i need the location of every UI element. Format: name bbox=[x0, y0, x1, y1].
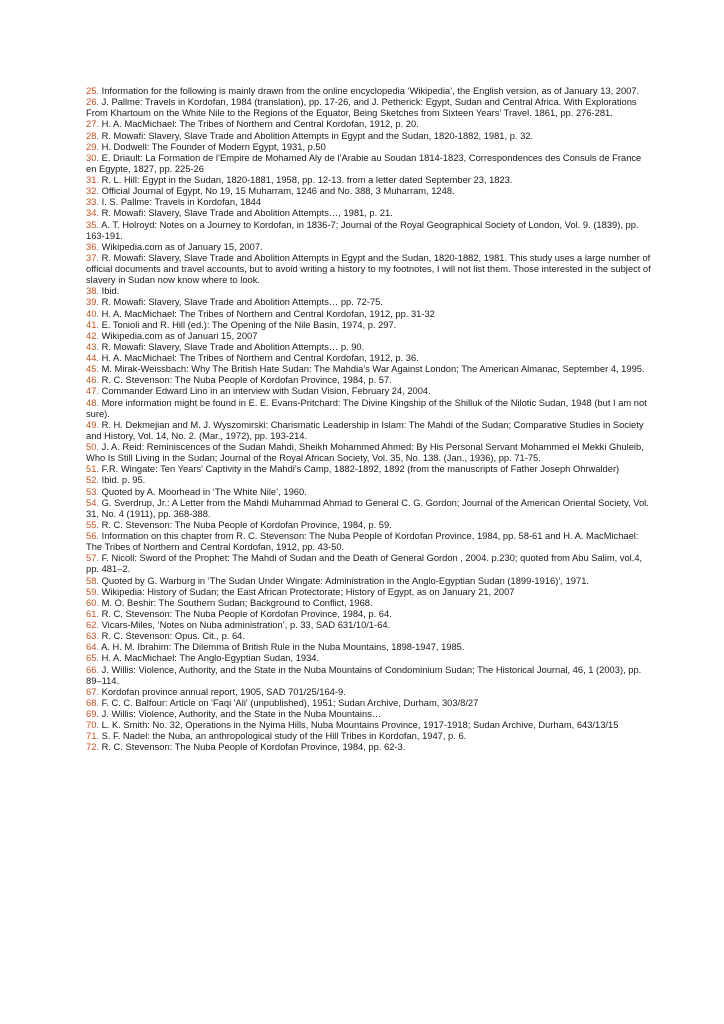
footnote-text: Kordofan province annual report, 1905, SAD 701/25/164-9. bbox=[101, 686, 346, 697]
footnote-number: 70. bbox=[86, 720, 99, 731]
footnote-number: 64. bbox=[86, 642, 99, 653]
footnote-number: 40. bbox=[86, 308, 99, 319]
footnote-item bbox=[86, 709, 652, 720]
footnote-item bbox=[86, 642, 652, 653]
footnote-number: 48. bbox=[86, 397, 99, 408]
footnote-number: 25. bbox=[86, 86, 99, 96]
footnote-item bbox=[86, 598, 652, 609]
footnote-text: G. Sverdrup, Jr.: A Letter from the Mahdi Muhammad Ahmad to General C. G. Gordon; Journal of the American Oriental Society, Vol. 31, No. 4 (1911), pp. 368-388. bbox=[86, 497, 649, 519]
footnote-text: R. Mowafi: Slavery, Slave Trade and Abolition Attempts…, 1981, p. 21. bbox=[101, 208, 393, 219]
footnote-item bbox=[86, 320, 652, 331]
footnote-text: A. T. Holroyd: Notes on a Journey to Kordofan, in 1836-7; Journal of the Royal Geographical Society of London, Vol. 9. (1839), pp. 163-191. bbox=[86, 219, 639, 241]
footnote-number: 57. bbox=[86, 553, 99, 564]
footnote-number: 38. bbox=[86, 286, 99, 297]
footnote-item bbox=[86, 698, 652, 709]
footnote-text: R. C. Stevenson: The Nuba People of Kordofan Province, 1984, p. 57. bbox=[101, 375, 392, 386]
footnote-number: 53. bbox=[86, 486, 99, 497]
footnote-number: 33. bbox=[86, 197, 99, 208]
footnote-text: R. L. Hill: Egypt in the Sudan, 1820-1881, 1958, pp. 12-13. from a letter dated September 23, 1823. bbox=[101, 175, 513, 185]
footnote-number: 47. bbox=[86, 386, 99, 397]
footnote-number: 36. bbox=[86, 241, 99, 252]
footnote-text: J. A. Reid: Reminiscences of the Sudan Mahdi, Sheikh Mohammed Ahmed: By His Personal Servant Mohammed el Mekki Ghuleib, Who Is Still Living in the Sudan; Journal of the Royal African Society, Vol. 35, No. 138. (Jan., 1936), pp. 71-75. bbox=[86, 442, 644, 464]
footnote-number: 46. bbox=[86, 375, 99, 386]
footnote-item bbox=[86, 220, 652, 242]
footnote-number: 71. bbox=[86, 731, 99, 742]
footnote-text: R. Mowafi: Slavery, Slave Trade and Abolition Attempts… p. 90. bbox=[101, 341, 365, 352]
footnote-item bbox=[86, 442, 652, 464]
footnote-item bbox=[86, 498, 652, 520]
footnote-number: 72. bbox=[86, 742, 99, 753]
footnote-number: 39. bbox=[86, 297, 99, 308]
footnote-item bbox=[86, 97, 652, 119]
footnote-number: 26. bbox=[86, 97, 99, 108]
footnote-item bbox=[86, 665, 652, 687]
footnote-item bbox=[86, 208, 652, 219]
footnote-item bbox=[86, 520, 652, 531]
footnote-item bbox=[86, 297, 652, 308]
footnote-text: R. Mowafi: Slavery, Slave Trade and Abolition Attempts… pp. 72-75. bbox=[101, 297, 383, 308]
footnote-text: H. A. MacMichael: The Anglo-Egyptian Sudan, 1934. bbox=[101, 653, 320, 664]
footnote-text: H. A. MacMichael: The Tribes of Northern and Central Kordofan, 1912, p. 20. bbox=[101, 119, 419, 130]
footnote-item bbox=[86, 731, 652, 742]
footnote-number: 52. bbox=[86, 475, 99, 486]
footnote-text: F. C. C. Balfour: Article on 'Faqi 'Ali' (unpublished), 1951; Sudan Archive, Durham, 303/8/27 bbox=[101, 697, 479, 708]
footnote-text: More information might be found in E. E. Evans-Pritchard: The Divine Kingship of the Shilluk of the Nilotic Sudan, 1948 (but I am not sure). bbox=[86, 397, 647, 419]
footnote-item bbox=[86, 653, 652, 664]
footnote-item bbox=[86, 609, 652, 620]
footnote-number: 68. bbox=[86, 697, 99, 708]
footnote-item bbox=[86, 242, 652, 253]
footnote-item bbox=[86, 587, 652, 598]
footnote-number: 30. bbox=[86, 152, 99, 163]
footnote-item bbox=[86, 342, 652, 353]
footnote-text: Quoted by G. Warburg in ‘The Sudan Under Wingate: Administration in the Anglo-Egyptian Sudan (1899-1916)’, 1971. bbox=[101, 575, 589, 586]
footnote-text: J. Pallme: Travels in Kordofan, 1984 (translation), pp. 17-26, and J. Petherick: Egypt, Sudan and Central Africa. With Explorations From Khartoum on the White Nile to the Regions of the Equator, Being Sketches from Sixteen Years’ Travel. 1861, pp. 276-281. bbox=[86, 97, 637, 119]
footnote-text: E. Tonioli and R. Hill (ed.): The Opening of the Nile Basin, 1974, p. 297. bbox=[101, 319, 397, 330]
footnote-item bbox=[86, 386, 652, 397]
footnote-text: F.R. Wingate: Ten Years' Captivity in the Mahdi's Camp, 1882-1892, 1892 (from the manuscripts of Father Joseph Ohrwalder) bbox=[101, 464, 620, 475]
footnote-text: Vicars-Miles, ‘Notes on Nuba administration’, p. 33, SAD 631/10/1-64. bbox=[101, 620, 391, 630]
footnote-item bbox=[86, 742, 652, 753]
footnote-number: 34. bbox=[86, 208, 99, 219]
footnote-number: 55. bbox=[86, 519, 99, 530]
footnote-text: R. C. Stevenson: The Nuba People of Kordofan Province, 1984, p. 59. bbox=[101, 519, 392, 530]
footnote-text: R. C. Stevenson: Opus. Cit., p. 64. bbox=[101, 631, 245, 642]
footnote-text: J. Willis: Violence, Authority, and the State in the Nuba Mountains… bbox=[101, 709, 382, 719]
footnote-number: 50. bbox=[86, 442, 99, 452]
footnote-item bbox=[86, 631, 652, 642]
footnote-number: 37. bbox=[86, 252, 99, 263]
footnote-number: 61. bbox=[86, 608, 99, 619]
footnote-item bbox=[86, 531, 652, 553]
footnote-text: R. C. Stevenson: The Nuba People of Kordofan Province, 1984, p. 64. bbox=[101, 608, 392, 619]
footnote-text: Ibid. p. 95. bbox=[101, 475, 146, 486]
footnote-text: Wikipedia: History of Sudan; the East African Protectorate; History of Egypt, as on January 21, 2007 bbox=[101, 586, 515, 597]
footnote-number: 41. bbox=[86, 319, 99, 330]
footnote-item bbox=[86, 464, 652, 475]
footnote-item bbox=[86, 186, 652, 197]
footnote-item bbox=[86, 197, 652, 208]
footnote-number: 43. bbox=[86, 341, 99, 352]
footnote-number: 62. bbox=[86, 620, 99, 630]
footnote-item bbox=[86, 687, 652, 698]
footnote-item bbox=[86, 331, 652, 342]
footnote-text: F. Nicoll: Sword of the Prophet: The Mahdi of Sudan and the Death of General Gordon , 2004. p.230; quoted from Abu Salim, vol.4, pp. 481–2. bbox=[86, 553, 643, 575]
footnote-item bbox=[86, 475, 652, 486]
footnote-number: 27. bbox=[86, 119, 99, 130]
footnote-item bbox=[86, 175, 652, 186]
footnote-list bbox=[86, 86, 652, 754]
footnote-text: M. Mirak-Weissbach: Why The British Hate Sudan: The Mahdia's War Against London; The American Almanac, September 4, 1995. bbox=[101, 364, 645, 375]
footnote-text: Wikipedia.com as of January 15, 2007. bbox=[101, 241, 263, 252]
footnote-text: H. A. MacMichael: The Tribes of Northern and Central Kordofan, 1912, pp. 31-32 bbox=[101, 308, 435, 319]
footnote-item bbox=[86, 119, 652, 130]
footnote-item bbox=[86, 398, 652, 420]
footnote-text: Commander Edward Lino in an interview with Sudan Vision, February 24, 2004. bbox=[101, 386, 431, 397]
footnote-number: 45. bbox=[86, 364, 99, 375]
footnote-item bbox=[86, 142, 652, 153]
footnote-text: J. Willis: Violence, Authority, and the State in the Nuba Mountains of Condominium Sudan; The Historical Journal, 46, 1 (2003), pp. 89–114. bbox=[86, 664, 642, 686]
footnote-number: 49. bbox=[86, 419, 99, 430]
footnote-item bbox=[86, 253, 652, 286]
footnote-number: 67. bbox=[86, 686, 99, 697]
footnote-number: 42. bbox=[86, 330, 99, 341]
footnote-number: 60. bbox=[86, 597, 99, 608]
footnote-text: R. H. Dekmejian and M. J. Wyszomirski: Charismatic Leadership in Islam: The Mahdi of the Sudan; Comparative Studies in Society and History, Vol. 14, No. 2. (Mar., 1972), pp. 193-214. bbox=[86, 419, 644, 441]
footnote-item bbox=[86, 420, 652, 442]
footnote-text: H. Dodwell: The Founder of Modern Egypt, 1931, p.50 bbox=[101, 141, 326, 152]
footnote-number: 28. bbox=[86, 130, 99, 141]
footnote-number: 65. bbox=[86, 653, 99, 664]
footnote-number: 54. bbox=[86, 497, 99, 508]
footnote-text: R. Mowafi: Slavery, Slave Trade and Abolition Attempts in Egypt and the Sudan, 1820-1882, 1981. This study uses a large number of official documents and travel accounts, but to avoid writing a history to my footnotes, I will not list them. Those interested in the subject of slavery in Sudan now know where to look. bbox=[86, 252, 651, 286]
footnote-number: 31. bbox=[86, 175, 99, 185]
footnote-item bbox=[86, 364, 652, 375]
footnote-number: 44. bbox=[86, 353, 99, 363]
footnote-number: 35. bbox=[86, 219, 99, 230]
footnote-item bbox=[86, 309, 652, 320]
footnote-item bbox=[86, 720, 652, 731]
footnote-number: 29. bbox=[86, 141, 99, 152]
footnote-text: R. C. Stevenson: The Nuba People of Kordofan Province, 1984, pp. 62-3. bbox=[101, 742, 406, 753]
footnote-item bbox=[86, 286, 652, 297]
footnote-item bbox=[86, 153, 652, 175]
footnote-text: Official Journal of Egypt, No 19, 15 Muharram, 1246 and No. 388, 3 Muharram, 1248. bbox=[101, 186, 455, 197]
footnote-number: 32. bbox=[86, 186, 99, 197]
footnote-text: H. A. MacMichael: The Tribes of Northern and Central Kordofan, 1912, p. 36. bbox=[101, 353, 419, 363]
footnote-item bbox=[86, 620, 652, 631]
footnote-text: Information on this chapter from R. C. Stevenson: The Nuba People of Kordofan Province, 1984, pp. 58-61 and H. A. MacMichael: The Tribes of Northern and Central Kordofan, 1912, pp. 43-50. bbox=[86, 531, 639, 553]
footnote-number: 69. bbox=[86, 709, 99, 719]
footnote-item bbox=[86, 86, 652, 97]
footnote-number: 63. bbox=[86, 631, 99, 642]
footnote-item bbox=[86, 131, 652, 142]
footnote-number: 51. bbox=[86, 464, 99, 475]
footnote-item bbox=[86, 553, 652, 575]
footnote-item bbox=[86, 487, 652, 498]
footnote-item bbox=[86, 375, 652, 386]
footnote-number: 56. bbox=[86, 531, 99, 541]
footnote-text: E. Driault: La Formation de l’Empire de Mohamed Aly de l’Arabie au Soudan 1814-1823, Correspondences des Consuls de France en Egypte, 1827, pp. 225-26 bbox=[86, 152, 642, 174]
footnote-number: 58. bbox=[86, 575, 99, 586]
footnote-text: Ibid. bbox=[101, 286, 120, 297]
footnote-text: Quoted by A. Moorhead in ‘The White Nile’, 1960. bbox=[101, 486, 307, 497]
footnote-text: Wikipedia.com as of Januari 15, 2007 bbox=[101, 330, 258, 341]
footnote-item bbox=[86, 576, 652, 587]
footnote-text: Information for the following is mainly drawn from the online encyclopedia ‘Wikipedia’, the English version, as of January 13, 2007. bbox=[101, 86, 640, 96]
footnote-text: A. H. M. Ibrahim: The Dilemma of British Rule in the Nuba Mountains, 1898-1947, 1985. bbox=[101, 642, 465, 653]
footnote-text: M. O. Beshir: The Southern Sudan; Background to Conflict, 1968. bbox=[101, 597, 373, 608]
footnote-text: S. F. Nadel: the Nuba, an anthropological study of the Hill Tribes in Kordofan, 1947, p. 6. bbox=[101, 731, 467, 742]
footnote-text: I. S. Pallme: Travels in Kordofan, 1844 bbox=[101, 197, 262, 208]
footnote-item bbox=[86, 353, 652, 364]
footnote-text: R. Mowafi: Slavery, Slave Trade and Abolition Attempts in Egypt and the Sudan, 1820-1882, 1981, p. 32. bbox=[101, 130, 534, 141]
footnote-text: L. K. Smith: No. 32, Operations in the Nyima Hills, Nuba Mountains Province, 1917-1918; Sudan Archive, Durham, 643/13/15 bbox=[101, 720, 619, 731]
footnote-number: 59. bbox=[86, 586, 99, 597]
footnote-number: 66. bbox=[86, 664, 99, 675]
